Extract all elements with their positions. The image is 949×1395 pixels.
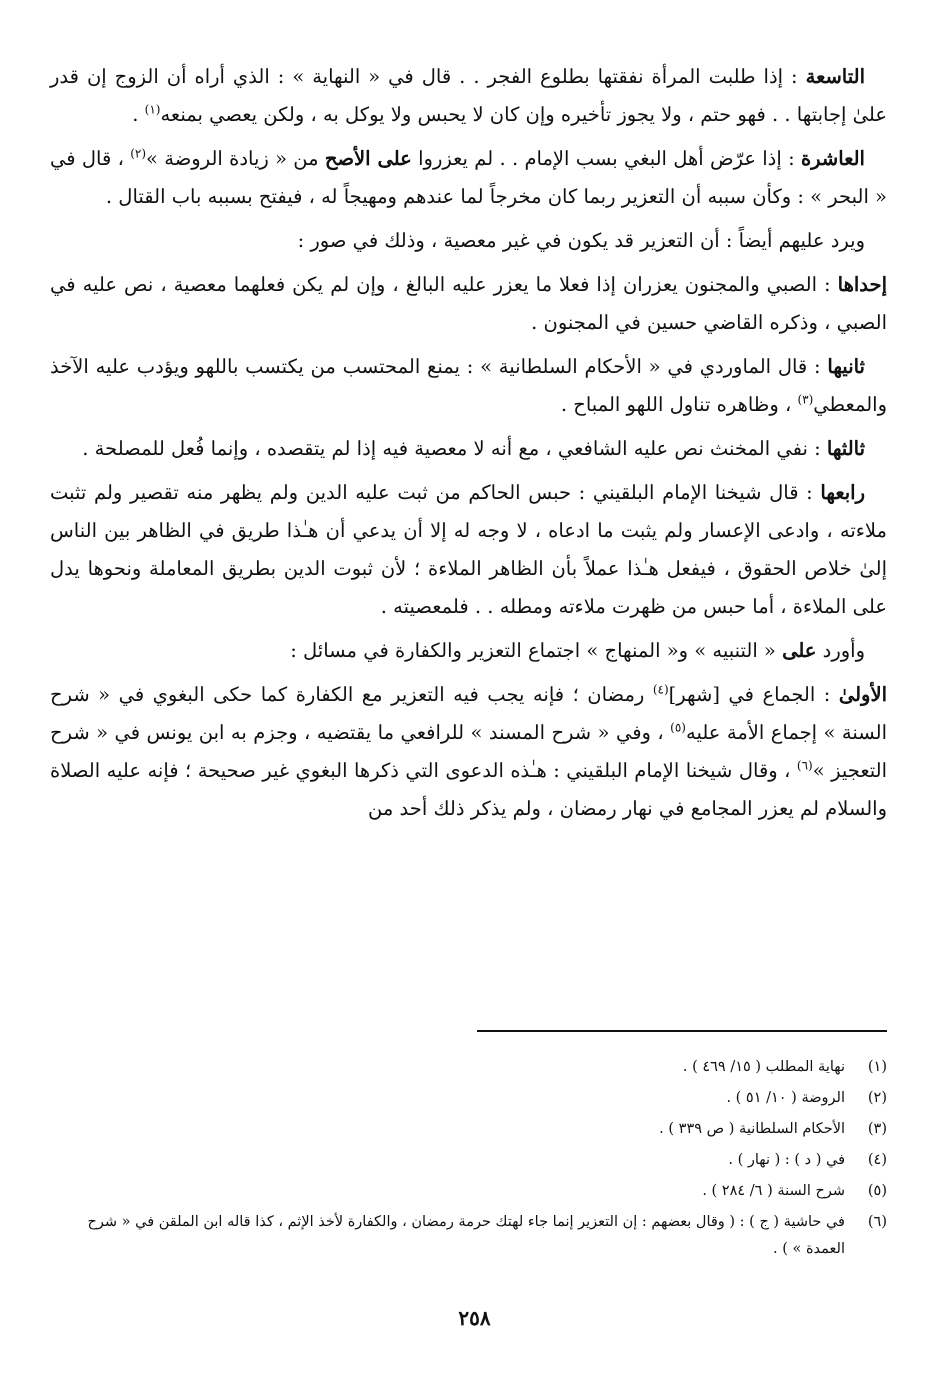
paragraph-lead: رابعها xyxy=(820,481,865,504)
footnote-marker: (٦) xyxy=(796,758,813,773)
footnote-number: (٢) xyxy=(867,1090,887,1106)
text-run: : إذا عرّض أهل البغي بسب الإمام . . لم يعزروا xyxy=(411,147,801,170)
footnote-number: (٦) xyxy=(867,1214,887,1230)
paragraph-lead: الأولىٰ xyxy=(838,683,888,706)
footnote-item xyxy=(50,1207,887,1263)
footnote-item xyxy=(50,1052,887,1083)
paragraph xyxy=(50,632,887,670)
text-run: : قال شيخنا الإمام البلقيني : حبس الحاكم من ثبت عليه الدين ولم يظهر منه تقصير ولم تثبت ملاءته ، وادعى الإعسار ولم يثبت ما ادعاه ، لا وجه له إلا أن يدعي أن هـٰذا طريق في الظاهر بين الناس إلىٰ خلاص الحقوق ، فيفعل هـٰذا عملاً بأن الظاهر الملاءة ؛ لأن ثبوت الدين بطريق المعاملة ونحوها يدل على الملاءة ، أما حبس من ظهرت ملاءته ومطله . . فلمعصيته . xyxy=(50,481,887,618)
footnote-number: (٥) xyxy=(867,1183,887,1199)
footnote-separator xyxy=(477,1030,887,1032)
paragraph xyxy=(50,430,887,468)
body-text xyxy=(50,58,887,828)
footnote-marker: (٤) xyxy=(652,682,669,697)
text-run: ، قال في « البحر » : وكأن سببه أن التعزير ربما كان مخرجاً لما عندهم ومهيجاً له ، فيفتح بسببه باب القتال . xyxy=(50,147,887,208)
bold-phrase: على الأصح xyxy=(324,147,412,170)
page-number: ٢٥٨ xyxy=(458,1306,491,1330)
paragraph-lead: التاسعة xyxy=(805,65,865,88)
text-run: : إذا طلبت المرأة نفقتها بطلوع الفجر . . قال في « النهاية » : الذي أراه أن الزوج إن قدر علىٰ إجابتها . . فهو حتم ، ولا يجوز تأخيره وإن كان لا يحبس ولا يوكل به ، ولكن يعصي بمنعه xyxy=(50,65,887,126)
text-run: وأورد xyxy=(816,639,865,662)
paragraph xyxy=(50,348,887,424)
footnote-number: (١) xyxy=(867,1059,887,1075)
footnote-number: (٤) xyxy=(867,1152,887,1168)
footnote-text: الأحكام السلطانية ( ص ٣٣٩ ) . xyxy=(659,1121,845,1137)
paragraph-lead: العاشرة xyxy=(800,147,865,170)
text-run: : قال الماوردي في « الأحكام السلطانية » : يمنع المحتسب من يكتسب باللهو ويؤدب عليه الآخذ والمعطي xyxy=(50,355,887,416)
footnote-text: في حاشية ( ج ) : ( وقال بعضهم : إن التعزير إنما جاء لهتك حرمة رمضان ، والكفارة لأخذ الإثم ، كذا قاله ابن الملقن في « شرح العمدة » ) . xyxy=(87,1214,845,1257)
paragraph-lead: إحداها xyxy=(837,273,887,296)
paragraph xyxy=(50,58,887,134)
footnote-marker: (٢) xyxy=(130,146,147,161)
text-run: : نفي المخنث نص عليه الشافعي ، مع أنه لا معصية فيه إذا لم يتقصده ، وإنما فُعل للمصلحة . xyxy=(82,437,827,460)
text-run: من « زيادة الروضة » xyxy=(146,147,325,170)
footnote-text: الروضة ( ١٠/ ٥١ ) . xyxy=(726,1090,845,1106)
paragraph xyxy=(50,474,887,626)
text-run: « التنبيه » و« المنهاج » اجتماع التعزير والكفارة في مسائل : xyxy=(290,639,783,662)
paragraph-lead: ثالثها xyxy=(826,437,865,460)
footnote-marker: (١) xyxy=(144,102,161,117)
bold-phrase: على xyxy=(782,639,817,662)
paragraph xyxy=(50,266,887,342)
paragraph-lead: ثانيها xyxy=(827,355,865,378)
paragraph xyxy=(50,222,887,260)
footnote-number: (٣) xyxy=(867,1121,887,1137)
footnote-item xyxy=(50,1176,887,1207)
footnote-item xyxy=(50,1114,887,1145)
text-run: : الصبي والمجنون يعزران إذا فعلا ما يعزر عليه البالغ ، وإن لم يكن فعلهما معصية ، نص عليه في الصبي ، وذكره القاضي حسين في المجنون . xyxy=(50,273,887,334)
text-run: . xyxy=(132,103,145,126)
footnotes xyxy=(50,1052,887,1263)
footnote-text: نهاية المطلب ( ١٥/ ٤٦٩ ) . xyxy=(682,1059,845,1075)
text-run: ، وقال شيخنا الإمام البلقيني : هـٰذه الدعوى التي ذكرها البغوي غير صحيحة ؛ فإنه عليه الصلاة والسلام لم يعزر المجامع في نهار رمضان ، ولم يذكر ذلك أحد من xyxy=(50,759,887,820)
footnote-marker: (٣) xyxy=(797,392,814,407)
text-run: ، وظاهره تناول اللهو المباح . xyxy=(560,393,798,416)
footnote-marker: (٥) xyxy=(670,720,686,735)
text-run: : الجماع في [شهر] xyxy=(668,683,839,706)
footnote-item xyxy=(50,1145,887,1176)
paragraph xyxy=(50,140,887,216)
footnote-text: في ( د ) : ( نهار ) . xyxy=(728,1152,845,1168)
footnote-item xyxy=(50,1083,887,1114)
text-run: رمضان ؛ فإنه يجب فيه التعزير مع الكفارة كما حكى البغوي في « شرح السنة » إجماع الأمة عليه xyxy=(50,683,887,744)
text-run: ويرد عليهم أيضاً : أن التعزير قد يكون في غير معصية ، وذلك في صور : xyxy=(297,229,865,252)
paragraph xyxy=(50,676,887,828)
text-run: ، وفي « شرح المسند » للرافعي ما يقتضيه ، وجزم به ابن يونس في « شرح التعجيز » xyxy=(50,721,888,782)
footnote-text: شرح السنة ( ٦/ ٢٨٤ ) . xyxy=(702,1183,845,1199)
